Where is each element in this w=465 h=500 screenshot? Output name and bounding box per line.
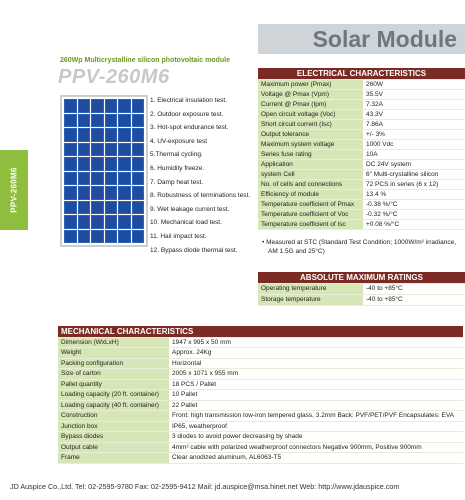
- spec-row: [58, 400, 463, 411]
- spec-row: [258, 189, 465, 199]
- spec-value: Clear anodized aluminum, AL6063-T5: [169, 453, 463, 464]
- panel-cell: [118, 114, 131, 128]
- panel-cell: [105, 186, 118, 200]
- spec-label: Loading capacity (40 ft. container): [58, 400, 169, 411]
- spec-row: [258, 159, 465, 169]
- spec-label: system Cell: [258, 169, 363, 179]
- spec-label: Temperature coefficient of Pmax: [258, 199, 363, 209]
- spec-label: Maximum power (Pmax): [258, 79, 363, 89]
- test-item: 7. Damp heat test.: [150, 178, 204, 186]
- panel-cell: [64, 157, 77, 171]
- spec-value: 18 PCS / Pallet: [169, 379, 463, 390]
- page-title: Solar Module: [312, 26, 457, 52]
- panel-cell: [132, 230, 145, 244]
- spec-label: Bypass diodes: [58, 432, 169, 443]
- spec-row: [258, 109, 465, 119]
- spec-value: 43.3V: [363, 109, 465, 119]
- mechanical-table: [58, 326, 463, 464]
- spec-row: [258, 283, 465, 294]
- panel-cell: [91, 215, 104, 229]
- test-item: 11. Hail impact test.: [150, 232, 207, 240]
- absolute-max-rows: [258, 283, 465, 305]
- panel-cell: [78, 114, 91, 128]
- spec-row: [258, 89, 465, 99]
- panel-cell: [105, 143, 118, 157]
- spec-row: [258, 169, 465, 179]
- test-item: 10. Mechanical load test.: [150, 219, 222, 227]
- spec-row: [58, 442, 463, 453]
- spec-row: [58, 369, 463, 380]
- spec-row: [58, 379, 463, 390]
- panel-cell: [64, 201, 77, 215]
- spec-label: Size of carton: [58, 369, 169, 380]
- panel-cell: [105, 114, 118, 128]
- panel-cell: [118, 172, 131, 186]
- spec-label: Application: [258, 159, 363, 169]
- panel-cell: [78, 157, 91, 171]
- electrical-title: ELECTRICAL CHARACTERISTICS: [258, 68, 465, 79]
- spec-value: 7.86A: [363, 119, 465, 129]
- test-item: 2. Outdoor exposure test.: [150, 110, 224, 118]
- spec-label: Frame: [58, 453, 169, 464]
- panel-cell: [78, 99, 91, 113]
- spec-value: 2005 x 1071 x 955 mm: [169, 369, 463, 380]
- spec-value: 4mm² cable with polarized weatherproof connectors Negative 900mm, Positive 900mm: [169, 442, 463, 453]
- spec-label: Short circuit current (Isc): [258, 119, 363, 129]
- spec-value: -40 to +85°C: [363, 283, 465, 294]
- solar-panel-image: [60, 95, 148, 247]
- panel-cell: [64, 114, 77, 128]
- panel-cell: [132, 186, 145, 200]
- panel-cell: [78, 186, 91, 200]
- spec-label: Current @ Pmax (Ipm): [258, 99, 363, 109]
- panel-cell: [118, 230, 131, 244]
- spec-label: Temperature coefficient of Voc: [258, 209, 363, 219]
- panel-cell: [132, 143, 145, 157]
- panel-cell: [78, 143, 91, 157]
- spec-value: 1947 x 995 x 50 mm: [169, 337, 463, 348]
- spec-label: Voltage @ Pmax (Vpm): [258, 89, 363, 99]
- spec-label: Maximum system voltage: [258, 139, 363, 149]
- spec-row: [58, 432, 463, 443]
- panel-cell: [118, 201, 131, 215]
- spec-value: +/- 3%: [363, 129, 465, 139]
- spec-row: [58, 390, 463, 401]
- spec-label: Temperature coefficient of Isc: [258, 219, 363, 229]
- panel-cell: [78, 172, 91, 186]
- spec-label: Efficiency of module: [258, 189, 363, 199]
- panel-cell: [118, 143, 131, 157]
- spec-value: IP65, weatherproof: [169, 421, 463, 432]
- footer-contact: JD Auspice Co.,Ltd. Tel: 02-2595-9780 Fax: 02-2595-9412 Mail: jd.auspice@msa.hinet.net Web: http://www.jdauspice.com: [10, 482, 400, 491]
- spec-value: 10 Pallet: [169, 390, 463, 401]
- stc-note-line2: AM 1.5G and 25°C): [268, 248, 325, 255]
- spec-value: 3 diodes to avoid power decreasing by shade: [169, 432, 463, 443]
- spec-value: -40 to +85°C: [363, 294, 465, 305]
- spec-value: 13.4 %: [363, 189, 465, 199]
- panel-cell: [91, 143, 104, 157]
- panel-cell: [132, 114, 145, 128]
- spec-label: No. of cells and connections: [258, 179, 363, 189]
- spec-row: [58, 421, 463, 432]
- model-name: PPV-260M6: [58, 66, 170, 88]
- panel-cell: [105, 157, 118, 171]
- panel-cell: [78, 201, 91, 215]
- spec-value: 35.5V: [363, 89, 465, 99]
- test-list: [150, 97, 250, 260]
- panel-cell: [105, 201, 118, 215]
- absolute-max-title: ABSOLUTE MAXIMUM RATINGS: [258, 272, 465, 283]
- panel-cell: [118, 215, 131, 229]
- panel-cell: [91, 201, 104, 215]
- panel-cell: [118, 186, 131, 200]
- panel-cell: [78, 128, 91, 142]
- spec-row: [258, 219, 465, 229]
- panel-cell: [78, 230, 91, 244]
- spec-row: [258, 129, 465, 139]
- spec-value: 6" Multi-crystalline silicon: [363, 169, 465, 179]
- spec-value: Front: high transmission low-iron tempered glass, 3.2mm Back: PVF/PET/PVF Encapsulates: EVA: [169, 411, 463, 422]
- spec-row: [258, 149, 465, 159]
- panel-cell: [64, 186, 77, 200]
- spec-value: 7.32A: [363, 99, 465, 109]
- spec-label: Operating temperature: [258, 283, 363, 294]
- panel-cell: [105, 128, 118, 142]
- stc-note: [262, 238, 462, 256]
- panel-cell: [132, 201, 145, 215]
- panel-cell: [132, 157, 145, 171]
- stc-note-line1: • Measured at STC (Standard Test Condition; 1000W/m² irradiance,: [262, 239, 456, 246]
- spec-label: Packing configuration: [58, 358, 169, 369]
- panel-cell: [105, 215, 118, 229]
- panel-cell: [91, 128, 104, 142]
- spec-value: DC 24V system: [363, 159, 465, 169]
- test-item: 4. UV-exposure test: [150, 137, 208, 145]
- spec-label: Output tolerance: [258, 129, 363, 139]
- spec-row: [258, 199, 465, 209]
- spec-label: Loading capacity (20 ft. container): [58, 390, 169, 401]
- spec-value: Approx. 24Kg: [169, 348, 463, 359]
- panel-cell: [91, 157, 104, 171]
- panel-cell: [105, 172, 118, 186]
- panel-cell: [91, 99, 104, 113]
- panel-cell: [64, 172, 77, 186]
- panel-cell: [105, 99, 118, 113]
- spec-label: Weight: [58, 348, 169, 359]
- panel-cell: [118, 99, 131, 113]
- mechanical-rows: [58, 337, 463, 463]
- side-tab-label: PPV-260M6: [9, 167, 19, 213]
- test-item: 12. Bypass diode thermal test.: [150, 246, 238, 254]
- test-item: 6. Humidity freeze.: [150, 164, 205, 172]
- spec-row: [258, 294, 465, 305]
- spec-label: Storage temperature: [258, 294, 363, 305]
- absolute-max-table: [258, 272, 465, 306]
- panel-cell: [91, 172, 104, 186]
- spec-row: [58, 337, 463, 348]
- test-item: 5.Thermal cycling.: [150, 151, 203, 159]
- spec-value: +0.08 %/°C: [363, 219, 465, 229]
- spec-label: Open circuit voltage (Voc): [258, 109, 363, 119]
- panel-cell: [64, 128, 77, 142]
- side-tab: [0, 150, 28, 230]
- spec-value: 260W: [363, 79, 465, 89]
- test-item: 3. Hot-spot endurance test.: [150, 124, 229, 132]
- spec-row: [258, 209, 465, 219]
- spec-value: 10A: [363, 149, 465, 159]
- test-item: 8. Robustness of terminations test.: [150, 192, 251, 200]
- spec-value: Horizontal: [169, 358, 463, 369]
- spec-label: Junction box: [58, 421, 169, 432]
- panel-cell: [64, 99, 77, 113]
- title-bar: [258, 24, 465, 54]
- spec-row: [258, 179, 465, 189]
- panel-cell: [91, 186, 104, 200]
- panel-cell: [132, 215, 145, 229]
- spec-label: Dimension (WxLxH): [58, 337, 169, 348]
- panel-cell: [105, 230, 118, 244]
- panel-cell: [132, 172, 145, 186]
- panel-cell: [118, 157, 131, 171]
- spec-value: 72 PCS in series (6 x 12): [363, 179, 465, 189]
- panel-cell: [78, 215, 91, 229]
- panel-cell: [132, 128, 145, 142]
- panel-cell: [64, 215, 77, 229]
- product-subtitle: 260Wp Multicrystalline silicon photovoltaic module: [60, 57, 230, 64]
- panel-cell: [118, 128, 131, 142]
- panel-cell: [64, 230, 77, 244]
- spec-label: Construction: [58, 411, 169, 422]
- panel-cell: [91, 230, 104, 244]
- spec-value: -0.32 %/°C: [363, 209, 465, 219]
- mechanical-title: MECHANICAL CHARACTERISTICS: [58, 326, 463, 337]
- spec-row: [258, 99, 465, 109]
- spec-row: [58, 358, 463, 369]
- spec-label: Pallet quantity: [58, 379, 169, 390]
- spec-value: -0.38 %/°C: [363, 199, 465, 209]
- spec-row: [258, 119, 465, 129]
- spec-row: [58, 453, 463, 464]
- test-item: 1. Electrical insulation test.: [150, 97, 227, 104]
- spec-label: Series fuse rating: [258, 149, 363, 159]
- spec-label: Output cable: [58, 442, 169, 453]
- spec-row: [258, 139, 465, 149]
- spec-value: 22 Pallet: [169, 400, 463, 411]
- panel-cell: [132, 99, 145, 113]
- panel-cell: [91, 114, 104, 128]
- spec-row: [258, 79, 465, 89]
- electrical-rows: [258, 79, 465, 229]
- spec-row: [58, 411, 463, 422]
- panel-cell: [64, 143, 77, 157]
- spec-row: [58, 348, 463, 359]
- spec-value: 1000 Vdc: [363, 139, 465, 149]
- electrical-table: [258, 68, 465, 230]
- test-item: 9. Wet leakage current test.: [150, 205, 230, 213]
